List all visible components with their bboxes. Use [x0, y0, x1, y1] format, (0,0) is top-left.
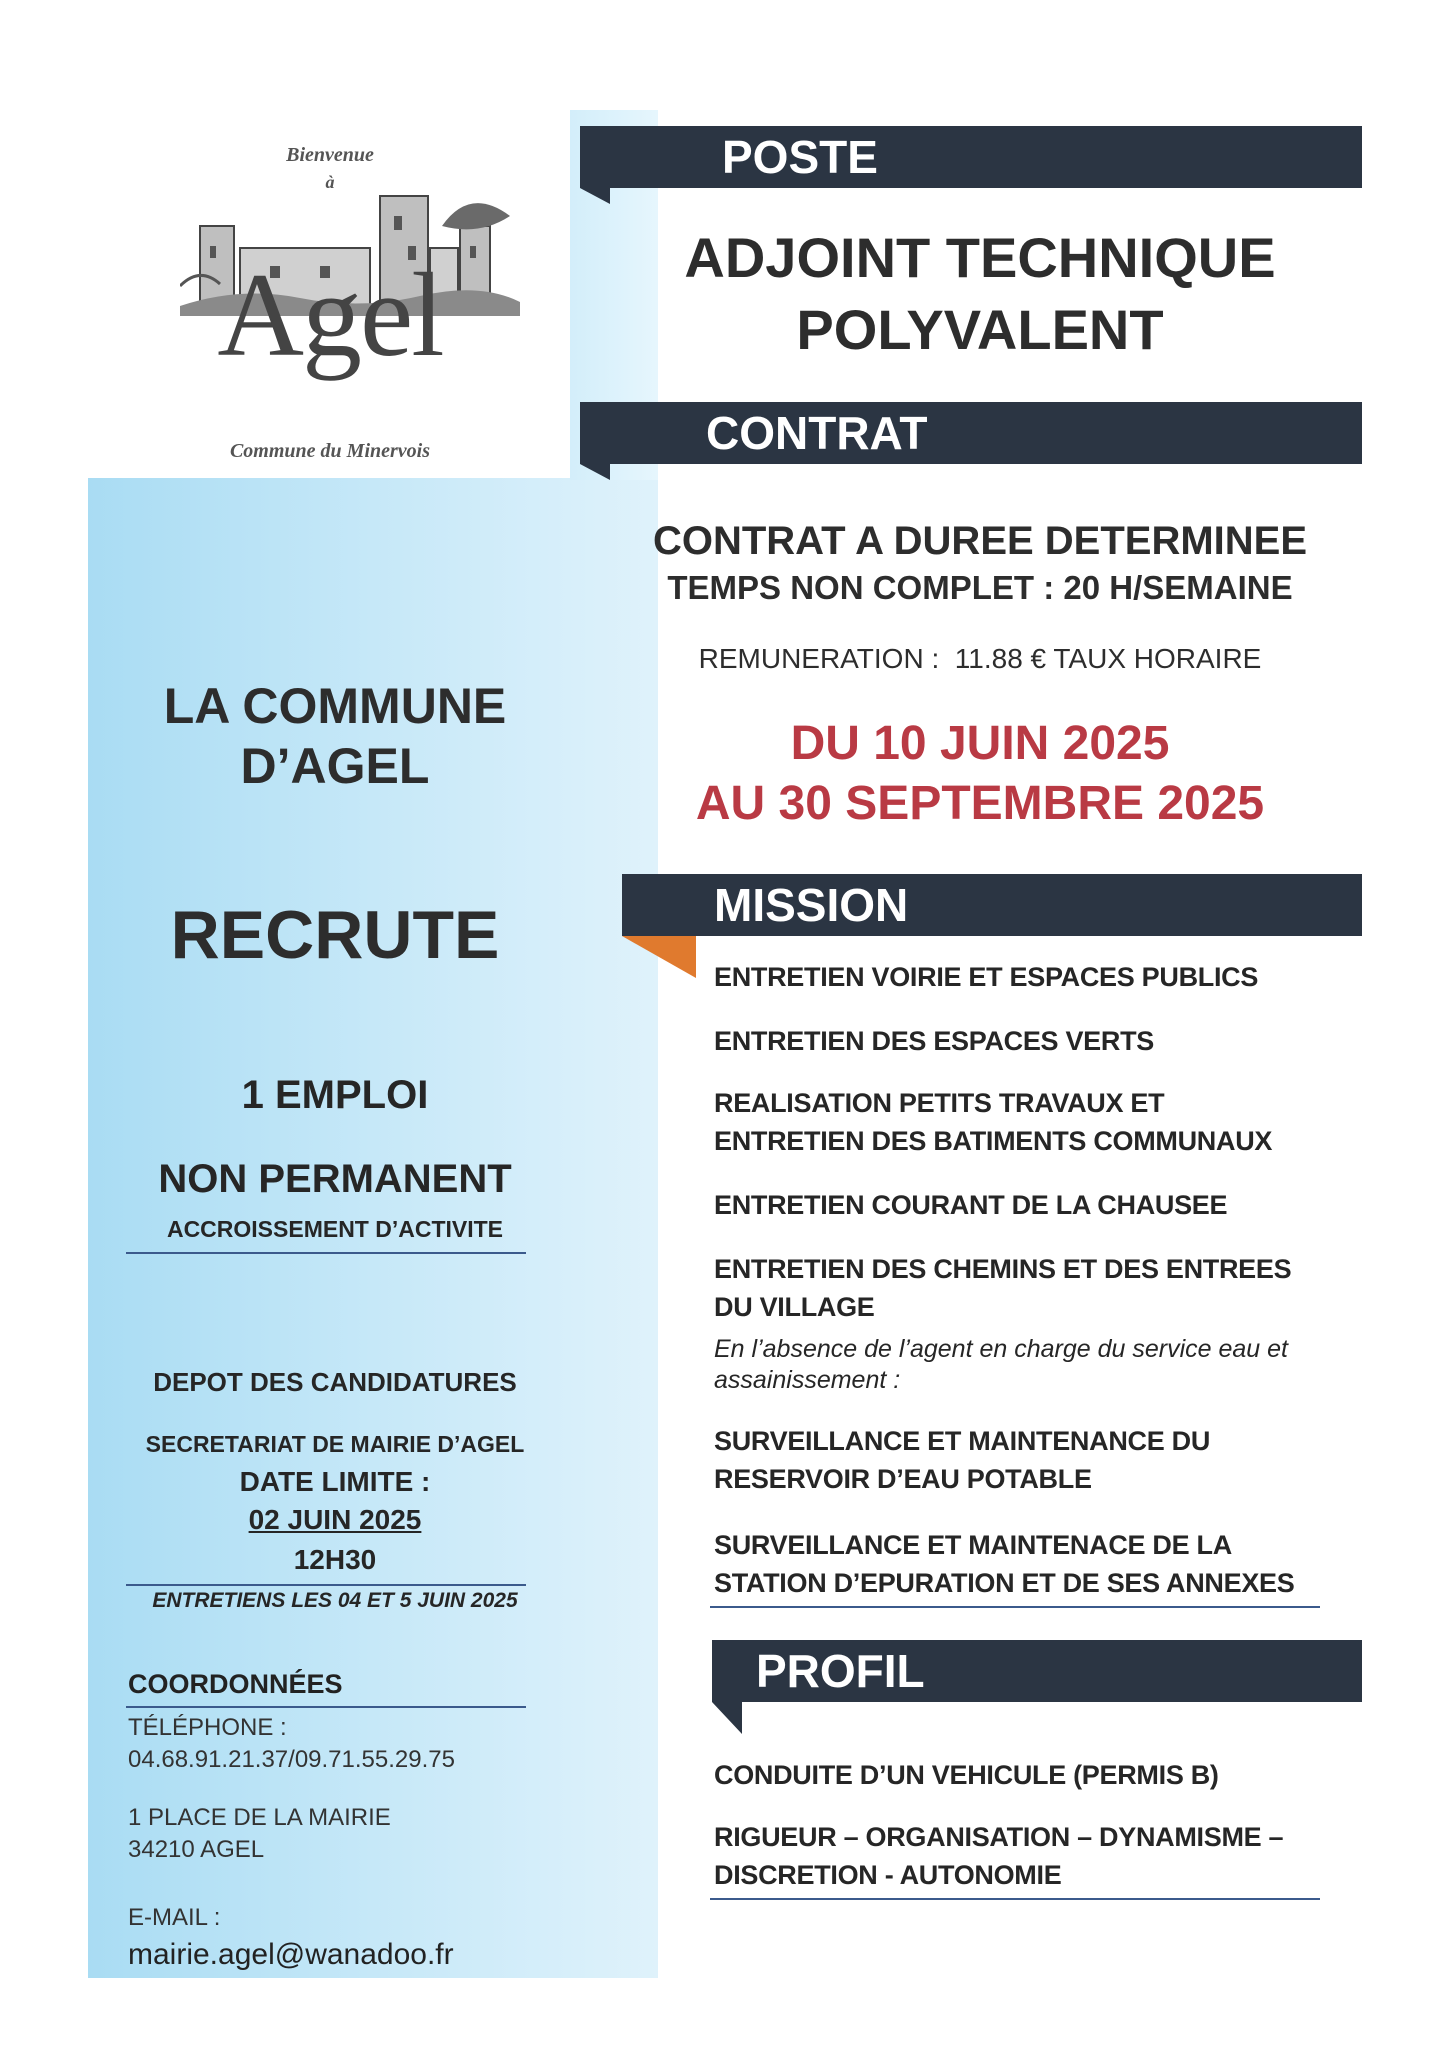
- address-line-2: 34210 AGEL: [128, 1836, 265, 1863]
- profil-header: PROFIL: [756, 1645, 925, 1697]
- contrat-period: [620, 714, 1340, 834]
- commune-heading: [100, 676, 570, 796]
- contrat-header: CONTRAT: [706, 407, 928, 459]
- contrat-header-tab: [580, 464, 610, 480]
- commune-line-2: D’AGEL: [240, 738, 430, 794]
- contrat-period-line-1: DU 10 JUIN 2025: [790, 717, 1170, 770]
- profil-item: CONDUITE D’UN VEHICULE (PERMIS B): [714, 1760, 1219, 1790]
- mission-item: ENTRETIEN DES ESPACES VERTS: [714, 1026, 1154, 1056]
- divider-line: [710, 1606, 1320, 1608]
- poste-title-line-2: POLYVALENT: [796, 298, 1164, 361]
- profil-item: RIGUEUR – ORGANISATION – DYNAMISME – DISCRETION - AUTONOMIE: [714, 1822, 1284, 1890]
- coordonnees-title: COORDONNÉES: [128, 1669, 343, 1699]
- depot-title: DEPOT DES CANDIDATURES: [153, 1367, 517, 1397]
- contrat-header-bar: [580, 402, 1362, 464]
- logo-agel-name: Agel: [217, 248, 443, 381]
- divider-line: [126, 1706, 526, 1708]
- telephone-number[interactable]: 04.68.91.21.37/09.71.55.29.75: [128, 1746, 455, 1773]
- agel-logo: [160, 138, 540, 478]
- email-address[interactable]: mairie.agel@wanadoo.fr: [128, 1938, 454, 1971]
- entretiens-note: ENTRETIENS LES 04 ET 5 JUIN 2025: [152, 1589, 518, 1612]
- address-line-1: 1 PLACE DE LA MAIRIE: [128, 1804, 391, 1831]
- mission-header-bar: [622, 874, 1362, 936]
- secretariat-label: SECRETARIAT DE MAIRIE D’AGEL: [145, 1431, 525, 1457]
- profil-header-tab: [712, 1702, 742, 1734]
- email-label: E-MAIL :: [128, 1904, 221, 1931]
- mission-item: SURVEILLANCE ET MAINTENACE DE LA STATION D’EPURATION ET DE SES ANNEXES: [714, 1530, 1295, 1598]
- divider-line: [126, 1252, 526, 1254]
- mission-header-tab: [622, 936, 696, 978]
- non-permanent-label: NON PERMANENT: [158, 1157, 512, 1201]
- contrat-period-line-2: AU 30 SEPTEMBRE 2025: [695, 777, 1265, 830]
- poste-title: [620, 222, 1340, 366]
- mission-item: SURVEILLANCE ET MAINTENANCE DU RESERVOIR D’EAU POTABLE: [714, 1426, 1211, 1494]
- contrat-type: CONTRAT A DUREE DETERMINEE: [652, 519, 1308, 563]
- mission-item: ENTRETIEN VOIRIE ET ESPACES PUBLICS: [714, 962, 1259, 992]
- mission-header: MISSION: [714, 879, 909, 931]
- recrute-heading: RECRUTE: [170, 897, 500, 973]
- logo-commune-subtitle: Commune du Minervois: [229, 440, 431, 462]
- heure-limite-value: 12H30: [293, 1544, 377, 1575]
- mission-item: REALISATION PETITS TRAVAUX ET ENTRETIEN DES BATIMENTS COMMUNAUX: [714, 1088, 1273, 1156]
- logo-a-text: à: [325, 172, 335, 192]
- mission-note: En l’absence de l’agent en charge du service eau et assainissement :: [714, 1335, 1288, 1394]
- logo-bienvenue-text: Bienvenue: [286, 144, 374, 166]
- contrat-temps: TEMPS NON COMPLET : 20 H/SEMAINE: [667, 569, 1293, 606]
- emploi-count: 1 EMPLOI: [241, 1073, 429, 1117]
- divider-line: [710, 1898, 1320, 1900]
- poste-header-bar: [580, 126, 1362, 188]
- accroissement-label: ACCROISSEMENT D’ACTIVITE: [166, 1216, 504, 1242]
- mission-item: ENTRETIEN COURANT DE LA CHAUSEE: [714, 1190, 1228, 1220]
- poste-header: POSTE: [722, 131, 878, 183]
- commune-line-1: LA COMMUNE: [163, 678, 507, 734]
- poste-header-tab: [580, 188, 610, 204]
- telephone-label: TÉLÉPHONE :: [128, 1714, 287, 1741]
- date-limite-label: DATE LIMITE :: [239, 1466, 431, 1497]
- poste-title-line-1: ADJOINT TECHNIQUE: [684, 226, 1276, 289]
- mission-item: ENTRETIEN DES CHEMINS ET DES ENTREES DU VILLAGE: [714, 1254, 1292, 1322]
- contrat-remuneration: REMUNERATION : 11.88 € TAUX HORAIRE: [698, 643, 1262, 674]
- profil-header-bar: [712, 1640, 1362, 1702]
- date-limite-value: 02 JUIN 2025: [248, 1504, 422, 1535]
